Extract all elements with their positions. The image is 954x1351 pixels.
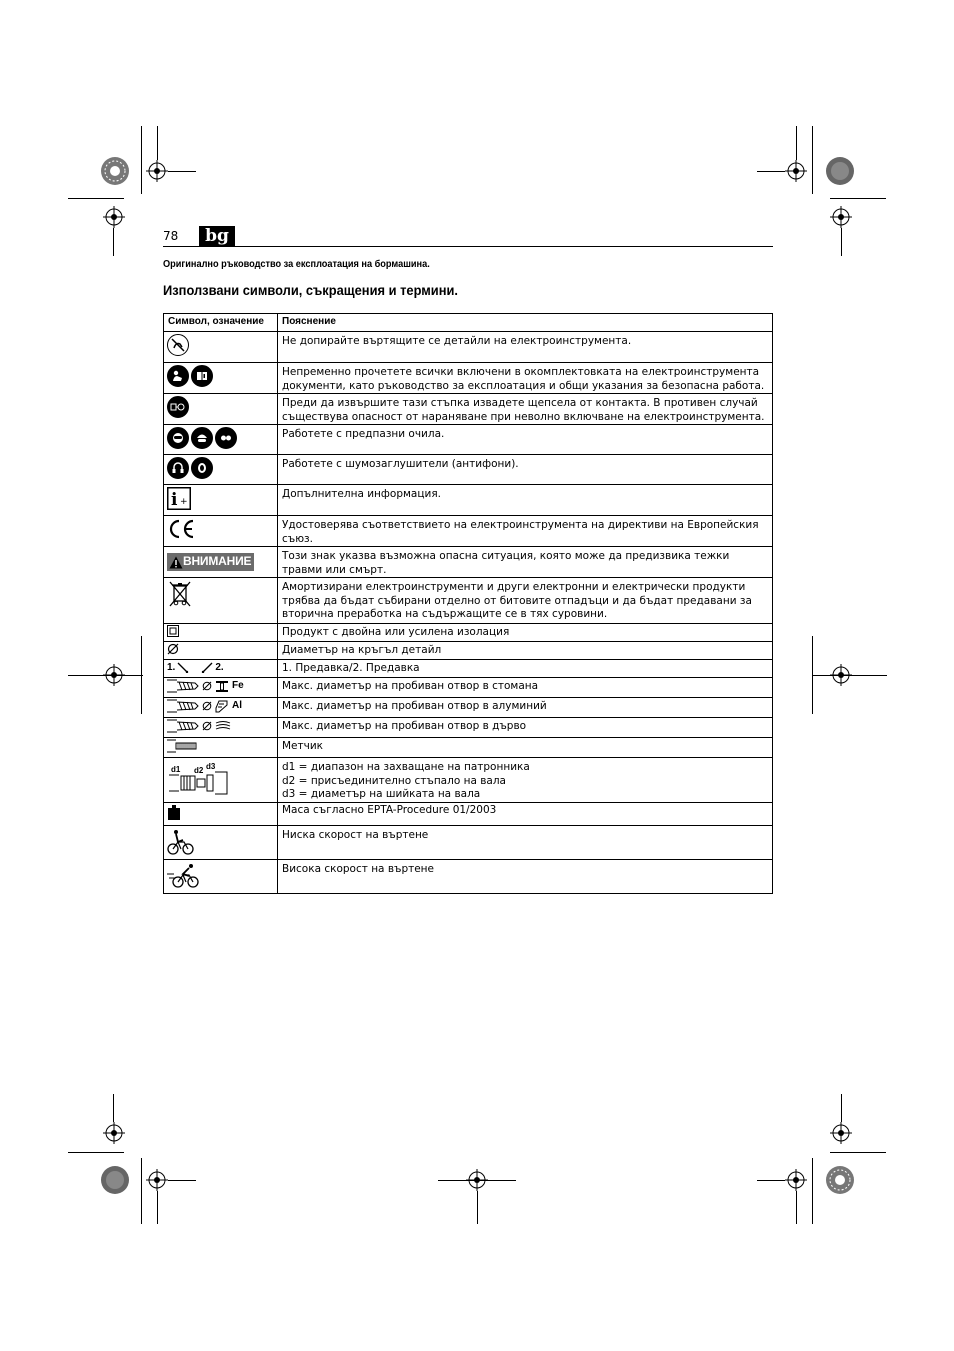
weee-bin-icon [167, 580, 193, 608]
crosshair-icon [103, 1122, 125, 1144]
row-text: Непременно прочетете всички включени в окомплектовката на електроинструмента документи, като ръководство за експлоатация и общи указания за безопасна работа. [278, 363, 773, 394]
ear-protection-icon [167, 457, 215, 479]
drill-steel-icon: Fe [167, 679, 244, 693]
row-text: Макс. диаметър на пробиван отвор в стомана [278, 678, 773, 698]
row-text: Макс. диаметър на пробиван отвор в алуминий [278, 698, 773, 718]
crosshair-icon [830, 206, 852, 228]
read-manual-icon [167, 365, 215, 387]
symbols-table [163, 313, 773, 894]
table-row [164, 485, 773, 516]
language-badge: bg [199, 226, 235, 247]
table-row [164, 826, 773, 860]
row-text: Не допирайте въртящите се детайли на електроинструмента. [278, 332, 773, 363]
page-number: 78 [163, 229, 179, 243]
row-text: Преди да извършите тази стъпка извадете щепсела от контакта. В противен случай съществува опасност от нараняване при неволно включване на електроинструмента. [278, 394, 773, 425]
row-text [278, 758, 773, 803]
weight-icon [167, 805, 181, 821]
column-header-symbol: Символ, означение [164, 314, 278, 332]
row-text: Удостоверява съответствието на електроинструмента на директиви на Европейския съюз. [278, 516, 773, 547]
diameter-icon [167, 643, 179, 655]
table-row [164, 425, 773, 455]
table-row [164, 678, 773, 698]
row-text: Допълнителна информация. [278, 485, 773, 516]
row-text-line: d2 = присъединително стъпало на вала [282, 774, 506, 787]
row-text: Работете с шумозаглушители (антифони). [278, 455, 773, 485]
registration-target-icon [100, 1165, 130, 1195]
ce-mark-icon [167, 518, 197, 540]
high-speed-bicycle-icon [167, 862, 201, 890]
table-row [164, 547, 773, 578]
row-text: Висока скорост на въртене [278, 860, 773, 894]
table-row [164, 624, 773, 642]
registration-target-icon [100, 156, 130, 186]
registration-target-icon [825, 156, 855, 186]
row-text-line: d1 = диапазон на захващане на патронника [282, 761, 530, 773]
table-row [164, 718, 773, 738]
row-text: Макс. диаметър на пробиван отвор в дърво [278, 718, 773, 738]
row-text: Този знак указва възможна опасна ситуация, която може да предизвика тежки травми или смърт. [278, 547, 773, 578]
low-speed-bicycle-icon [167, 828, 195, 856]
registration-target-icon [825, 1165, 855, 1195]
table-row [164, 578, 773, 624]
unplug-icon [167, 396, 189, 418]
row-text: 1. Предавка/2. Предавка [278, 660, 773, 678]
table-row [164, 860, 773, 894]
safety-goggles-icon [167, 427, 239, 449]
crosshair-icon [103, 206, 125, 228]
chuck-dimensions-icon: d1 d2 d3 [167, 760, 231, 796]
crosshair-icon [146, 1169, 168, 1191]
table-row [164, 455, 773, 485]
row-text: Метчик [278, 738, 773, 758]
table-row [164, 758, 773, 803]
double-insulation-icon [167, 625, 179, 637]
row-text: Амортизирани електроинструменти и други електронни и електрически продукти трябва да бъдат събирани отделно от битовите отпадъци и да бъдат предавани за вторична преработка на съдържащите се в тях суровини. [278, 578, 773, 624]
table-row [164, 738, 773, 758]
table-row [164, 332, 773, 363]
section-title: Използвани символи, съкращения и термини. [163, 282, 458, 298]
table-row [164, 642, 773, 660]
svg-text:i: i [171, 490, 178, 510]
row-text: Продукт с двойна или усилена изолация [278, 624, 773, 642]
header-divider [163, 246, 773, 247]
table-row [164, 394, 773, 425]
column-header-explanation: Пояснение [278, 314, 773, 332]
table-row [164, 698, 773, 718]
document-subtitle: Оригинално ръководство за експлоатация на бормашина. [163, 259, 430, 270]
table-row [164, 803, 773, 826]
gear-speed-icon: 1. 2. [167, 662, 224, 673]
tap-icon [167, 739, 199, 753]
table-row [164, 660, 773, 678]
table-row [164, 516, 773, 547]
warning-label-icon [167, 553, 254, 571]
row-text: Маса съгласно EPTA-Procedure 01/2003 [278, 803, 773, 826]
row-text-line: d3 = диаметър на шийката на вала [282, 788, 481, 800]
table-header-row [164, 314, 773, 332]
crosshair-icon [785, 160, 807, 182]
crosshair-icon [785, 1169, 807, 1191]
row-text: Работете с предпазни очила. [278, 425, 773, 455]
svg-text:+: + [180, 497, 188, 507]
crosshair-icon [146, 160, 168, 182]
drill-wood-icon [167, 719, 231, 733]
row-text: Диаметър на кръгъл детайл [278, 642, 773, 660]
warning-label-text: ВНИМАНИЕ [183, 554, 252, 569]
no-touch-rotating-icon [167, 334, 189, 356]
drill-aluminium-icon: Al [167, 699, 242, 713]
table-row [164, 363, 773, 394]
row-text: Ниска скорост на въртене [278, 826, 773, 860]
crosshair-icon [830, 1122, 852, 1144]
info-icon [167, 487, 191, 510]
